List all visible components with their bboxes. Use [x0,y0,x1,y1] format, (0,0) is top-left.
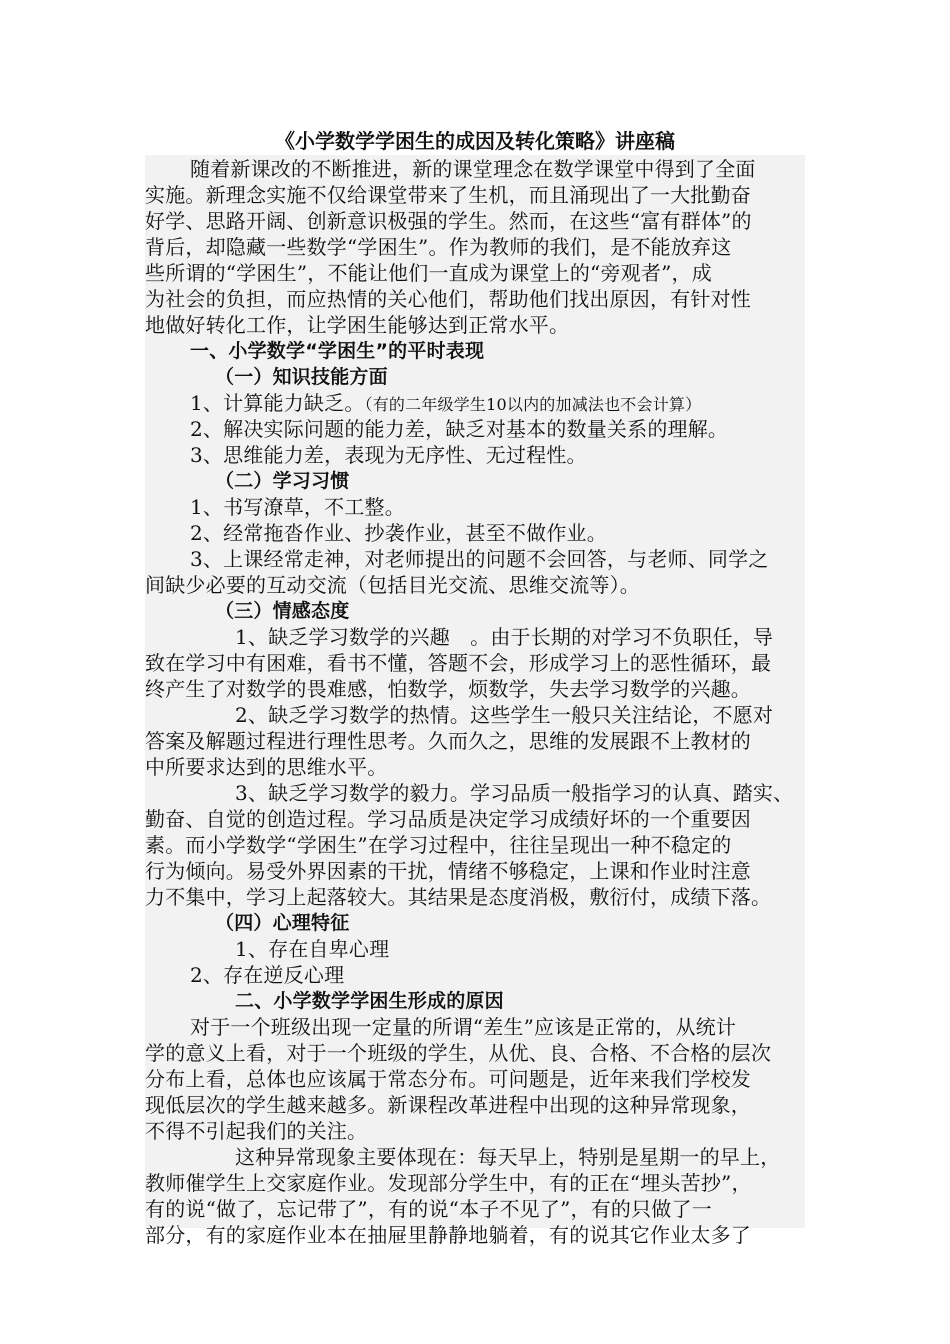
line-text: 不得不引起我们的关注。 [145,1119,368,1143]
line-text: （一）知识技能方面 [215,366,388,388]
line-text: 致在学习中有困难，看书不懂，答题不会，形成学习上的恶性循环，最 [145,651,772,675]
text-line [145,1222,810,1248]
text-line [145,390,855,416]
text-line [145,572,810,598]
line-text: 行为倾向。易受外界因素的干扰，情绪不够稳定，上课和作业时注意 [145,859,751,883]
line-text: 2、存在逆反心理 [190,963,345,987]
text-line [145,624,900,650]
text-line [145,1144,900,1170]
line-text: 对于一个班级出现一定量的所谓“差生”应该是正常的，从统计 [190,1015,737,1039]
text-line [145,520,855,546]
line-text: 些所谓的“学困生”，不能让他们一直成为课堂上的“旁观者”，成 [145,261,712,285]
text-line [145,494,855,520]
section-heading [145,988,900,1014]
text-line [145,182,810,208]
line-text: 部分，有的家庭作业本在抽屉里静静地躺着，有的说其它作业太多了 [145,1223,751,1247]
line-text: 学的意义上看，对于一个班级的学生，从优、良、合格、不合格的层次 [145,1041,772,1065]
text-line [145,1092,810,1118]
line-text: 力不集中，学习上起落较大。其结果是态度消极，敷衍付，成绩下落。 [145,885,772,909]
text-line [145,754,810,780]
line-text: 终产生了对数学的畏难感，怕数学，烦数学，失去学习数学的兴趣。 [145,677,751,701]
line-text: 为社会的负担，而应热情的关心他们，帮助他们找出原因，有针对性 [145,287,751,311]
text-line [145,728,810,754]
text-line [145,156,855,182]
line-text: 间缺少必要的互动交流（包括目光交流、思维交流等）。 [145,573,640,597]
line-text: 勤奋、自觉的创造过程。学习品质是决定学习成绩好坏的一个重要因 [145,807,751,831]
line-text: 好学、思路开阔、创新意识极强的学生。然而，在这些“富有群体”的 [145,209,752,233]
text-line [145,806,810,832]
text-line [145,676,810,702]
text-line [145,286,810,312]
line-text: 1、书写潦草，不工整。 [190,495,405,519]
line-text: （四）心理特征 [215,912,350,934]
line-text: 3、缺乏学习数学的毅力。学习品质一般指学习的认真、踏实、 [235,781,794,805]
text-line [145,1170,810,1196]
text-line [145,234,810,260]
section-heading [145,910,880,936]
text-line [145,884,810,910]
text-line [145,936,900,962]
line-text: 教师催学生上交家庭作业。发现部分学生中，有的正在“埋头苦抄”， [145,1171,752,1195]
line-text: 随着新课改的不断推进，新的课堂理念在数学课堂中得到了全面 [190,157,756,181]
line-text: 2、解决实际问题的能力差，缺乏对基本的数量关系的理解。 [190,417,729,441]
text-line [145,208,810,234]
text-line [145,858,810,884]
line-text: 3、思维能力差，表现为无序性、无过程性。 [190,443,587,467]
text-line [145,260,810,286]
section-heading [145,468,880,494]
line-text: 分布上看，总体也应该属于常态分布。可问题是，近年来我们学校发 [145,1067,751,1091]
line-text: （二）学习习惯 [215,470,350,492]
line-text: 2、经常拖沓作业、抄袭作业，甚至不做作业。 [190,521,607,545]
line-text: 现低层次的学生越来越多。新课程改革进程中出现的这种异常现象， [145,1093,751,1117]
text-line [145,442,855,468]
section-heading [145,338,855,364]
line-text: 实施。新理念实施不仅给课堂带来了生机，而且涌现出了一大批勤奋 [145,183,751,207]
text-line [145,650,810,676]
text-line [145,1066,810,1092]
line-text: 3、上课经常走神，对老师提出的问题不会回答，与老师、同学之 [190,547,769,571]
line-text: 中所要求达到的思维水平。 [145,755,388,779]
line-text: 1、计算能力缺乏。 [190,391,365,415]
text-line [145,780,900,806]
line-text: 有的说“做了，忘记带了”，有的说“本子不见了”，有的只做了一 [145,1197,712,1221]
line-text: 背后，却隐藏一些数学“学困生”。作为教师的我们，是不能放弃这 [145,235,732,259]
section-heading [145,598,880,624]
line-text: 这种异常现象主要体现在：每天早上，特别是星期一的早上， [235,1145,781,1169]
text-line [145,702,900,728]
text-line [145,312,810,338]
line-text: 一、小学数学“学困生”的平时表现 [190,340,485,362]
line-text: 2、缺乏学习数学的热情。这些学生一般只关注结论，不愿对 [235,703,774,727]
line-text: 素。而小学数学“学困生”在学习过程中，往往呈现出一种不稳定的 [145,833,732,857]
line-text: 1、存在自卑心理 [235,937,390,961]
text-line [145,1014,855,1040]
text-line [145,546,855,572]
text-line [145,1118,810,1144]
line-text: 二、小学数学学困生形成的原因 [235,990,504,1012]
line-text: 答案及解题过程进行理性思考。久而久之，思维的发展跟不上教材的 [145,729,751,753]
line-text: 地做好转化工作，让学困生能够达到正常水平。 [145,313,570,337]
text-line [145,416,855,442]
line-text: 1、缺乏学习数学的兴趣 。由于长期的对学习不负职任，导 [235,625,774,649]
text-line [145,1040,810,1066]
text-line [145,962,855,988]
line-note: （有的二年级学生10以内的加减法也不会计算） [364,395,702,414]
line-text: （三）情感态度 [215,600,350,622]
text-line [145,832,810,858]
text-line [145,1196,810,1222]
section-heading [145,364,880,390]
document-title: 《小学数学学困生的成因及转化策略》讲座稿 [275,129,675,153]
